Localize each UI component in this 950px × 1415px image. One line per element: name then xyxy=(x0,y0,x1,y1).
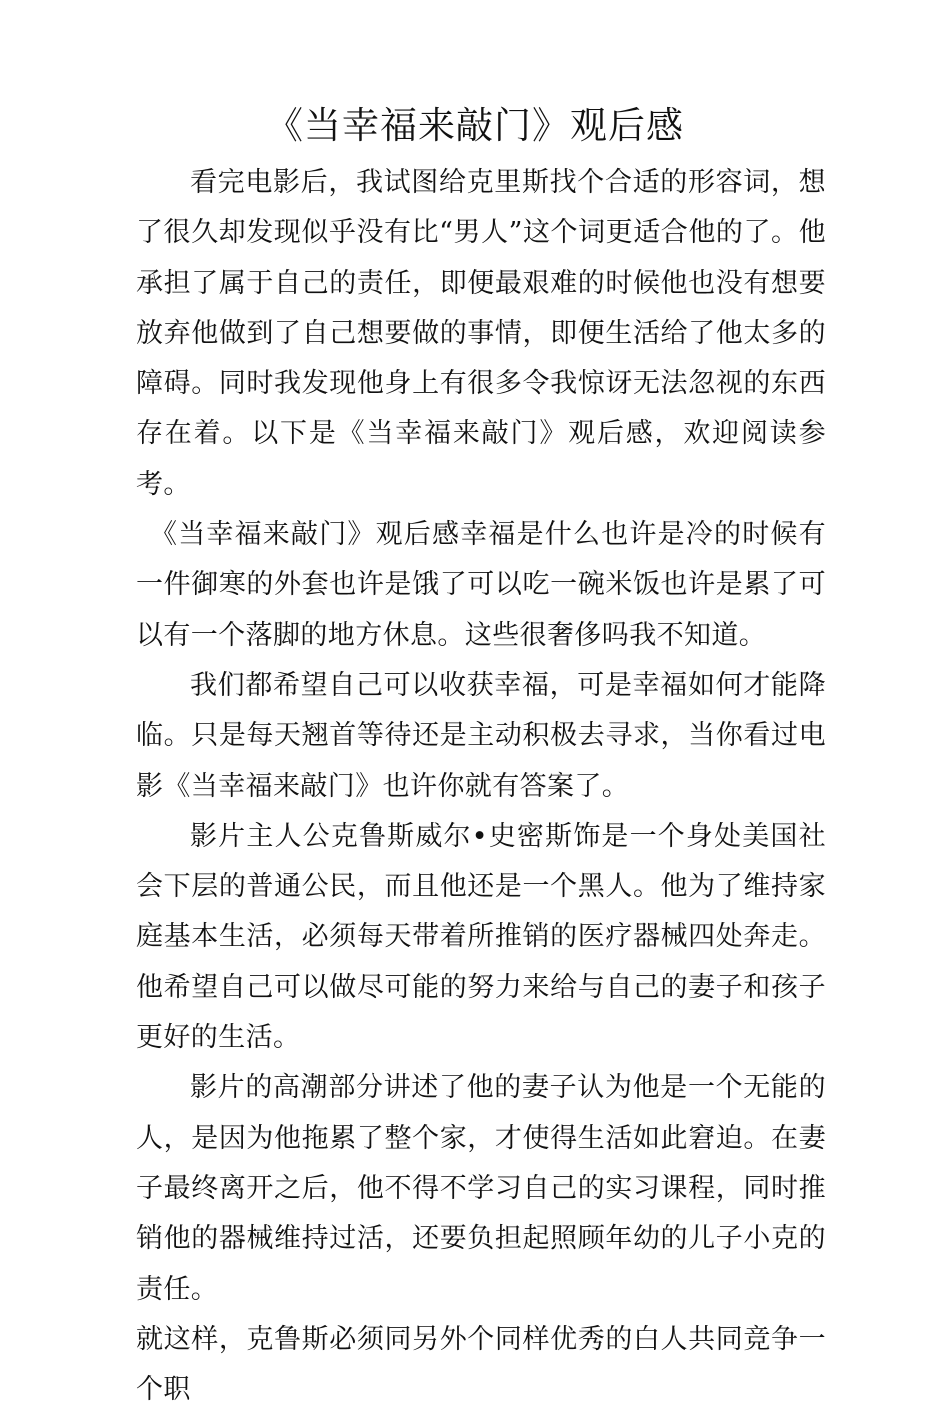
document-body xyxy=(136,158,826,1415)
paragraph-competition: 就这样，克鲁斯必须同另外个同样优秀的白人共同竞争一个职 xyxy=(136,1323,826,1406)
document-title: 《当幸福来敲门》观后感 xyxy=(266,104,684,147)
paragraph-climax: 影片的高潮部分讲述了他的妻子认为他是一个无能的人，是因为他拖累了整个家，才使得生活如此窘迫。在妻子最终离开之后，他不得不学习自己的实习课程，同时推销他的器械维持过活，还要负担起照顾年幼的儿子小克的责任。 xyxy=(136,1072,826,1305)
paragraph-happiness: 《当幸福来敲门》观后感幸福是什么也许是冷的时候有一件御寒的外套也许是饿了可以吃一碗米饭也许是累了可以有一个落脚的地方休息。这些很奢侈吗我不知道。 xyxy=(136,519,826,651)
paragraph-intro: 看完电影后，我试图给克里斯找个合适的形容词，想了很久却发现似乎没有比“男人”这个词更适合他的了。他承担了属于自己的责任，即便最艰难的时候他也没有想要放弃他做到了自己想要做的事情，即便生活给了他太多的障碍。同时我发现他身上有很多令我惊讶无法忽视的东西存在着。以下是《当幸福来敲门》观后感，欢迎阅读参考。 xyxy=(136,167,826,500)
paragraph-protagonist: 影片主人公克鲁斯威尔•史密斯饰是一个身处美国社会下层的普通公民，而且他还是一个黑人。他为了维持家庭基本生活，必须每天带着所推销的医疗器械四处奔走。他希望自己可以做尽可能的努力来给与自己的妻子和孩子更好的生活。 xyxy=(136,820,826,1054)
paragraph-hope: 我们都希望自己可以收获幸福，可是幸福如何才能降临。只是每天翘首等待还是主动积极去寻求，当你看过电影《当幸福来敲门》也许你就有答案了。 xyxy=(136,669,826,802)
